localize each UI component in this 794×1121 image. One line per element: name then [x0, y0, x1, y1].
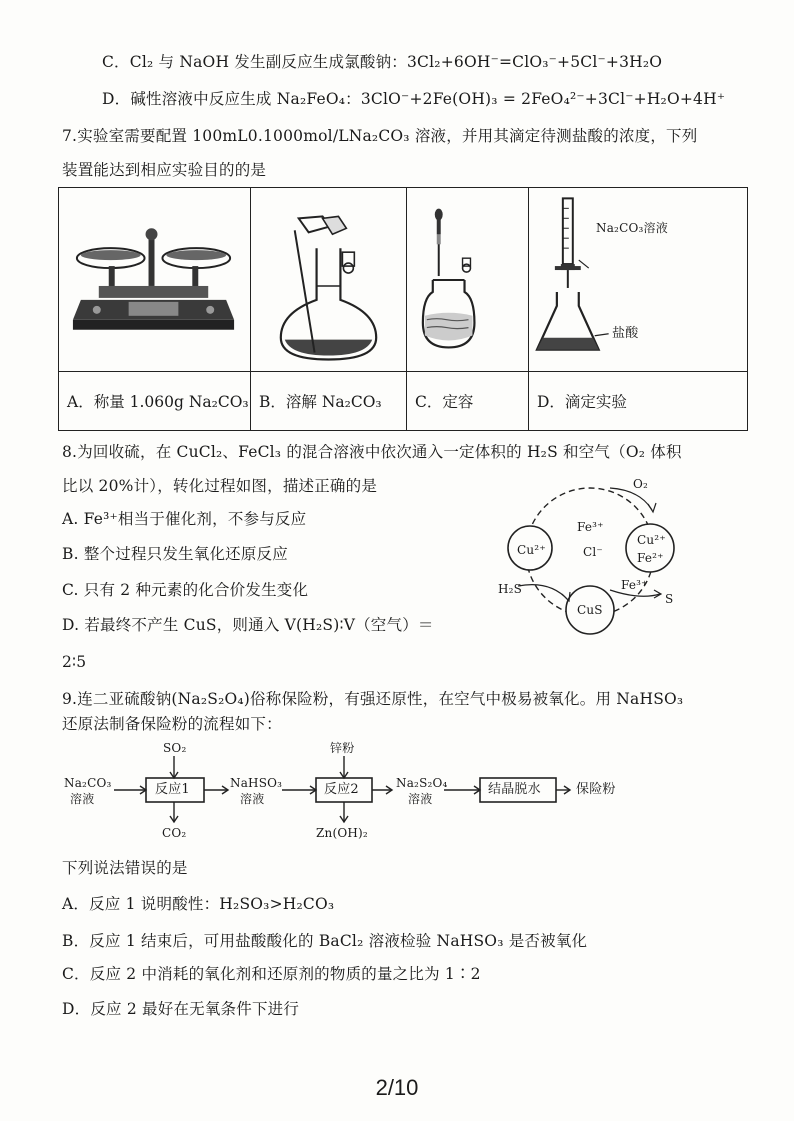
q7-figure-d-burette-label: Na₂CO₃溶液 — [596, 221, 668, 235]
q8-stem-line2: 比以 20%计），转化过程如图，描述正确的是 — [62, 477, 378, 495]
q9-stem-line2: 还原法制备保险粉的流程如下： — [62, 715, 282, 733]
q9-flow-mid-line1: NaHSO₃ — [230, 776, 283, 790]
q7-stem-line2: 装置能达到相应实验目的的是 — [62, 161, 267, 179]
q9-flow-start-line2: 溶液 — [70, 792, 95, 806]
q9-flow-start-line1: Na₂CO₃ — [64, 776, 112, 790]
q8-option-b: B. 整个过程只发生氧化还原反应 — [62, 545, 288, 563]
q9-flow-product-line2: 溶液 — [408, 792, 433, 806]
q9-flow-mid-line2: 溶液 — [240, 792, 265, 806]
q7-stem-line1: 7.实验室需要配置 100mL0.1000mol/LNa₂CO₃ 溶液，并用其滴定待测盐酸的浓度，下列 — [62, 127, 698, 145]
q8-diagram-fe-label: Fe³⁺ — [621, 578, 648, 592]
dropper-flask-icon — [407, 188, 528, 371]
q8-diagram-right-circle-cu: Cu²⁺ — [637, 533, 666, 547]
q9-flow-znoh2: Zn(OH)₂ — [316, 826, 368, 840]
q8-diagram-h2s: H₂S — [498, 582, 523, 596]
q9-flow-crystallize: 结晶脱水 — [488, 782, 541, 797]
q9-flow-final: 保险粉 — [576, 782, 616, 797]
q8-option-c: C. 只有 2 种元素的化合价发生变化 — [62, 581, 309, 599]
q8-diagram-left-circle: Cu²⁺ — [517, 543, 546, 557]
q8-option-a: A. Fe³⁺相当于催化剂，不参与反应 — [62, 510, 307, 528]
q6-option-d: D．碱性溶液中反应生成 Na₂FeO₄：3ClO⁻+2Fe(OH)₃ = 2FeO₄²⁻+3Cl⁻+H₂O+4H⁺ — [102, 90, 726, 108]
q9-option-b: B．反应 1 结束后，可用盐酸酸化的 BaCl₂ 溶液检验 NaHSO₃ 是否被氧化 — [62, 932, 588, 950]
q7-caption-b: B．溶解 Na₂CO₃ — [251, 372, 407, 431]
q7-figure-a — [59, 188, 251, 372]
q8-diagram-o2: O₂ — [633, 477, 649, 491]
q7-caption-c: C．定容 — [407, 372, 529, 431]
q8-diagram-bottom-circle: CuS — [577, 603, 603, 617]
q8-diagram-center-fe: Fe³⁺ — [577, 520, 604, 534]
q9-question: 下列说法错误的是 — [62, 859, 188, 877]
q9-flow-reaction1: 反应1 — [155, 782, 190, 797]
q9-option-c: C．反应 2 中消耗的氧化剂和还原剂的物质的量之比为 1∶2 — [62, 965, 481, 983]
q7-figure-d-flask-label: 盐酸 — [612, 326, 639, 341]
q9-flow-co2: CO₂ — [162, 826, 187, 840]
q7-figure-b — [251, 188, 407, 372]
q9-flow-so2: SO₂ — [163, 741, 187, 755]
q9-option-d: D．反应 2 最好在无氧条件下进行 — [62, 1000, 300, 1018]
q8-diagram-right-circle-fe: Fe²⁺ — [637, 551, 664, 565]
q8-diagram-center-cl: Cl⁻ — [583, 545, 603, 559]
q9-flow-zinc: 锌粉 — [330, 741, 355, 755]
q8-diagram-s: S — [665, 592, 674, 606]
q6-option-c: C．Cl₂ 与 NaOH 发生副反应生成氯酸钠：3Cl₂+6OH⁻=ClO₃⁻+5Cl⁻+3H₂O — [102, 53, 663, 71]
balance-icon — [59, 188, 250, 371]
q9-stem-line1: 9.连二亚硫酸钠(Na₂S₂O₄)俗称保险粉，有强还原性，在空气中极易被氧化。用 NaHSO₃ — [62, 690, 684, 708]
page-number: 2/10 — [375, 1075, 419, 1100]
q8-stem-line1: 8.为回收硫，在 CuCl₂、FeCl₃ 的混合溶液中依次通入一定体积的 H₂S 和空气（O₂ 体积 — [62, 443, 682, 461]
q8-option-d-line1: D. 若最终不产生 CuS，则通入 V(H₂S)∶V（空气）＝ — [62, 616, 434, 634]
q7-caption-d: D．滴定实验 — [529, 372, 748, 431]
volumetric-flask-dissolve-icon — [251, 188, 406, 371]
q7-caption-a: A．称量 1.060g Na₂CO₃ — [59, 372, 251, 431]
q9-flow-product-line1: Na₂S₂O₄ — [396, 776, 448, 790]
q7-figure-c — [407, 188, 529, 372]
q9-option-a: A．反应 1 说明酸性：H₂SO₃>H₂CO₃ — [62, 895, 335, 913]
q8-option-d-line2: 2∶5 — [62, 653, 87, 671]
q9-flow-reaction2: 反应2 — [324, 782, 359, 797]
